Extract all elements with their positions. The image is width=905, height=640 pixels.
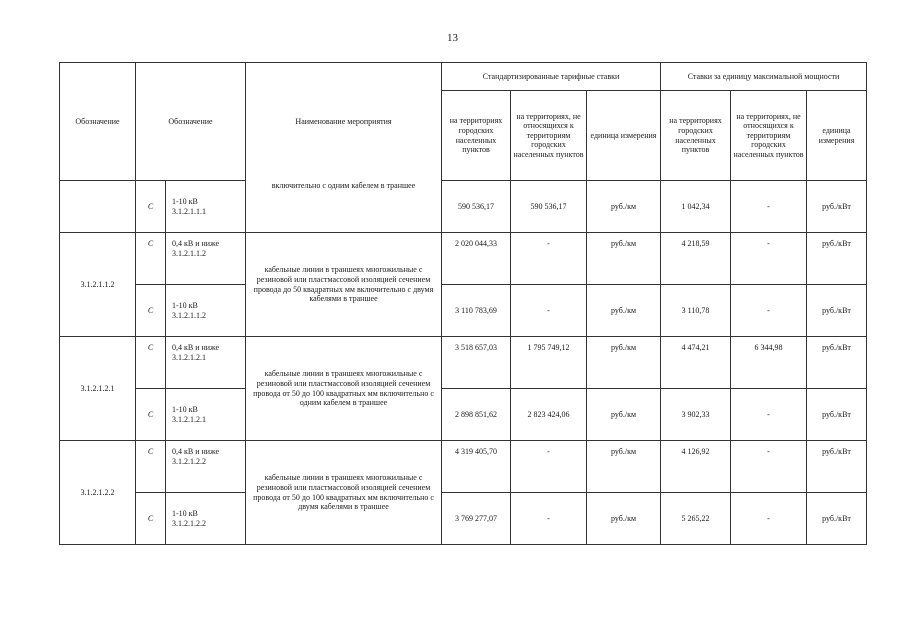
- pw-nonurban-value: -: [731, 233, 807, 285]
- pw-urban-value: 3 902,33: [661, 389, 731, 441]
- table-row: [60, 337, 867, 389]
- header-power-rates: Ставки за единицу максимальной мощности: [661, 63, 867, 91]
- std-unit: руб./км: [587, 389, 661, 441]
- voltage-code: [166, 337, 246, 389]
- tariff-table: [59, 62, 867, 545]
- header-row-1: [60, 63, 867, 91]
- table-row: [60, 441, 867, 493]
- voltage: 1-10 кВ: [172, 300, 198, 310]
- voltage-code: [166, 233, 246, 285]
- item-code: 3.1.2.1.2.2: [172, 518, 206, 528]
- pw-urban-value: 4 126,92: [661, 441, 731, 493]
- voltage-code: [166, 493, 246, 545]
- pw-unit: руб./кВт: [807, 337, 867, 389]
- pw-unit: руб./кВт: [807, 233, 867, 285]
- table-row: [60, 181, 867, 233]
- measure-description: кабельные линии в траншеях многожильные с резиновой или пластмассовой изоляцией сечением провода от 50 до 100 квадратных мм включительно с одним кабелем в траншее: [246, 337, 442, 441]
- header-pw-urban: на территориях городских населенных пунктов: [661, 91, 731, 181]
- voltage-code: [166, 285, 246, 337]
- pw-unit: руб./кВт: [807, 285, 867, 337]
- pw-urban-value: 1 042,34: [661, 181, 731, 233]
- category-letter: С: [136, 493, 166, 545]
- measure-description: кабельные линии в траншеях многожильные с резиновой или пластмассовой изоляцией сечением провода до 50 квадратных мм включительно с двумя кабелями в траншее: [246, 233, 442, 337]
- std-unit: руб./км: [587, 337, 661, 389]
- pw-nonurban-value: -: [731, 493, 807, 545]
- std-urban-value: 4 319 405,70: [442, 441, 511, 493]
- std-unit: руб./км: [587, 181, 661, 233]
- item-code: 3.1.2.1.2.2: [172, 456, 206, 466]
- pw-urban-value: 4 218,59: [661, 233, 731, 285]
- item-code: 3.1.2.1.1.2: [172, 248, 206, 258]
- std-urban-value: 3 769 277,07: [442, 493, 511, 545]
- group-code: 3.1.2.1.1.2: [60, 233, 136, 337]
- pw-unit: руб./кВт: [807, 441, 867, 493]
- std-unit: руб./км: [587, 233, 661, 285]
- table-row: [60, 389, 867, 441]
- header-std-nonurban: на территориях, не относящихся к территориям городских населенных пунктов: [511, 91, 587, 181]
- pw-nonurban-value: 6 344,98: [731, 337, 807, 389]
- header-designation: Обозначение: [60, 63, 136, 181]
- header-std-urban: на территориях городских населенных пунктов: [442, 91, 511, 181]
- std-urban-value: 3 110 783,69: [442, 285, 511, 337]
- std-unit: руб./км: [587, 493, 661, 545]
- category-letter: С: [136, 181, 166, 233]
- header-pw-nonurban: на территориях, не относящихся к территориям городских населенных пунктов: [731, 91, 807, 181]
- std-nonurban-value: -: [511, 441, 587, 493]
- voltage: 0,4 кВ и ниже: [172, 239, 220, 248]
- std-nonurban-value: -: [511, 233, 587, 285]
- category-letter: С: [136, 233, 166, 285]
- page-number: 13: [447, 32, 458, 44]
- pw-nonurban-value: -: [731, 285, 807, 337]
- header-measure-name: Наименование мероприятия: [246, 63, 442, 181]
- header-std-unit: единица измерения: [587, 91, 661, 181]
- measure-description: кабельные линии в траншеях многожильные с резиновой или пластмассовой изоляцией сечением провода от 50 до 100 квадратных мм включительно с двумя кабелями в траншее: [246, 441, 442, 545]
- voltage-code: [166, 441, 246, 493]
- voltage: 1-10 кВ: [172, 196, 198, 206]
- group-code: [60, 181, 136, 233]
- std-urban-value: 2 020 044,33: [442, 233, 511, 285]
- table-row: [60, 285, 867, 337]
- std-unit: руб./км: [587, 285, 661, 337]
- std-nonurban-value: -: [511, 285, 587, 337]
- pw-nonurban-value: -: [731, 389, 807, 441]
- table-row: [60, 233, 867, 285]
- pw-unit: руб./кВт: [807, 493, 867, 545]
- pw-urban-value: 5 265,22: [661, 493, 731, 545]
- group-code: 3.1.2.1.2.2: [60, 441, 136, 545]
- std-urban-value: 2 898 851,62: [442, 389, 511, 441]
- header-designation-2: Обозначение: [136, 63, 246, 181]
- item-code: 3.1.2.1.1.2: [172, 310, 206, 320]
- std-nonurban-value: 1 795 749,12: [511, 337, 587, 389]
- category-letter: С: [136, 441, 166, 493]
- pw-unit: руб./кВт: [807, 389, 867, 441]
- pw-urban-value: 4 474,21: [661, 337, 731, 389]
- voltage: 0,4 кВ и ниже: [172, 447, 220, 456]
- pw-unit: руб./кВт: [807, 181, 867, 233]
- std-nonurban-value: -: [511, 493, 587, 545]
- std-nonurban-value: 2 823 424,06: [511, 389, 587, 441]
- category-letter: С: [136, 285, 166, 337]
- pw-nonurban-value: -: [731, 181, 807, 233]
- voltage: 1-10 кВ: [172, 508, 198, 518]
- voltage: 1-10 кВ: [172, 404, 198, 414]
- pw-urban-value: 3 110,78: [661, 285, 731, 337]
- header-pw-unit: единица измерения: [807, 91, 867, 181]
- std-unit: руб./км: [587, 441, 661, 493]
- header-standard-rates: Стандартизированные тарифные ставки: [442, 63, 661, 91]
- std-nonurban-value: 590 536,17: [511, 181, 587, 233]
- item-code: 3.1.2.1.2.1: [172, 414, 206, 424]
- std-urban-value: 3 518 657,03: [442, 337, 511, 389]
- std-urban-value: 590 536,17: [442, 181, 511, 233]
- item-code: 3.1.2.1.1.1: [172, 206, 206, 216]
- voltage-code: [166, 181, 246, 233]
- table-row: [60, 493, 867, 545]
- voltage-code: [166, 389, 246, 441]
- category-letter: С: [136, 389, 166, 441]
- measure-description: включительно с одним кабелем в траншее: [246, 181, 442, 233]
- group-code: 3.1.2.1.2.1: [60, 337, 136, 441]
- item-code: 3.1.2.1.2.1: [172, 352, 206, 362]
- category-letter: С: [136, 337, 166, 389]
- pw-nonurban-value: -: [731, 441, 807, 493]
- voltage: 0,4 кВ и ниже: [172, 343, 220, 352]
